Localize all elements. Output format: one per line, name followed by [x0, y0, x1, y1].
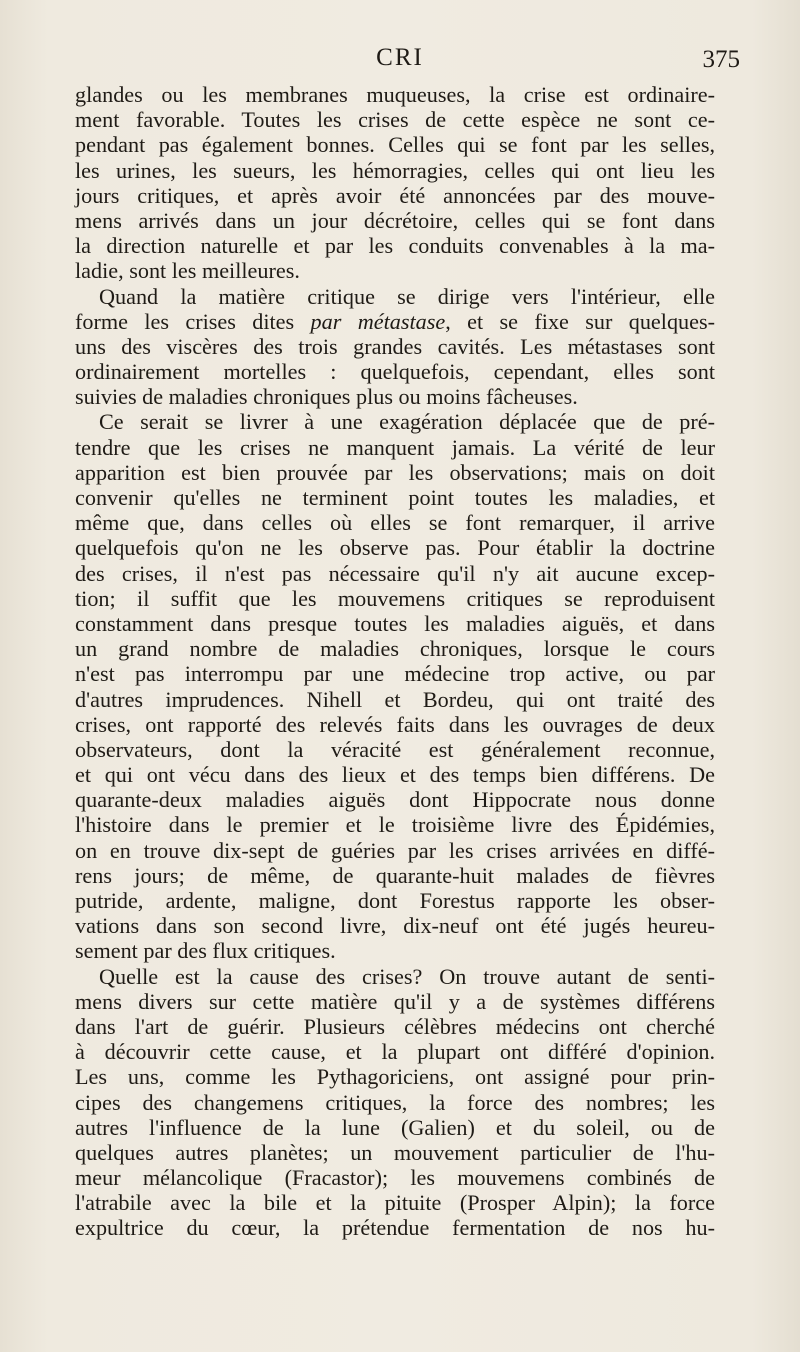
text-line: suivies de maladies chroniques plus ou moins fâcheuses.	[75, 384, 578, 410]
page-header	[0, 44, 800, 80]
text-line: même que, dans celles où elles se font remarquer, il arrive	[75, 510, 715, 536]
text-line: dans l'art de guérir. Plusieurs célèbres médecins ont cherché	[75, 1013, 715, 1039]
text-line: observateurs, dont la véracité est généralement reconnue,	[75, 736, 715, 762]
text-line: n'est pas interrompu par une médecine trop active, ou par	[75, 661, 715, 687]
paragraph-4	[75, 964, 715, 1241]
text-line: l'atrabile avec la bile et la pituite (Prosper Alpin); la force	[75, 1190, 715, 1216]
text-line: uns des viscères des trois grandes cavités. Les métastases sont	[75, 333, 715, 359]
text-line: quarante-deux maladies aiguës dont Hippocrate nous donne	[75, 787, 715, 813]
text-line: Quand la matière critique se dirige vers l'intérieur, elle	[99, 283, 715, 309]
text-segment: forme les crises dites	[75, 308, 311, 334]
text-line: des crises, il n'est pas nécessaire qu'il n'y ait aucune excep-	[75, 560, 715, 586]
text-line: vations dans son second livre, dix-neuf ont été jugés heureu-	[75, 913, 715, 939]
text-line: les urines, les sueurs, les hémorragies, celles qui ont lieu les	[75, 157, 715, 183]
text-line: mens arrivés dans un jour décrétoire, celles qui se font dans	[75, 207, 715, 233]
text-line: rens jours; de même, de quarante-huit malades de fièvres	[75, 862, 715, 888]
text-line: meur mélancolique (Fracastor); les mouvemens combinés de	[75, 1165, 715, 1191]
text-line: putride, ardente, maligne, dont Forestus rapporte les obser-	[75, 888, 715, 913]
text-line: on en trouve dix-sept de guéries par les crises arrivées en diffé-	[75, 837, 715, 863]
italic-term: par métastase	[310, 308, 446, 334]
running-head: CRI	[376, 44, 424, 71]
text-line: tion; il suffit que les mouvemens critiques se reproduisent	[75, 585, 715, 611]
text-line: cipes des changemens critiques, la force des nombres; les	[75, 1089, 715, 1115]
text-line: crises, ont rapporté des relevés faits dans les ouvrages de deux	[75, 711, 715, 737]
text-line: quelquefois qu'on ne les observe pas. Pour établir la doctrine	[75, 535, 715, 561]
text-line: un grand nombre de maladies chroniques, lorsque le cours	[75, 636, 715, 662]
text-line-with-italic	[75, 309, 715, 334]
body-text	[75, 82, 715, 1241]
text-line: constamment dans presque toutes les maladies aiguës, et dans	[75, 610, 715, 636]
text-line: d'autres imprudences. Nihell et Bordeu, qui ont traité des	[75, 686, 715, 712]
text-line: Quelle est la cause des crises? On trouve autant de senti-	[99, 963, 715, 989]
text-line: sement par des flux critiques.	[75, 938, 336, 964]
text-line: ment favorable. Toutes les crises de cette espèce ne sont ce-	[75, 107, 715, 133]
text-line: ordinairement mortelles : quelquefois, cependant, elles sont	[75, 359, 715, 385]
text-line: à découvrir cette cause, et la plupart ont différé d'opinion.	[75, 1039, 715, 1065]
text-line: glandes ou les membranes muqueuses, la crise est ordinaire-	[75, 82, 715, 107]
text-line: l'histoire dans le premier et le troisième livre des Épidémies,	[75, 812, 715, 838]
paragraph-2	[75, 284, 715, 410]
text-line: ladie, sont les meilleures.	[75, 258, 300, 284]
text-line: convenir qu'elles ne terminent point toutes les maladies, et	[75, 485, 715, 510]
paragraph-1	[75, 82, 715, 284]
text-line: Ce serait se livrer à une exagération déplacée que de pré-	[99, 409, 715, 435]
paragraph-3	[75, 409, 715, 963]
text-line: jours critiques, et après avoir été annoncées par des mouve-	[75, 182, 715, 208]
text-line: expultrice du cœur, la prétendue fermentation de nos hu-	[75, 1215, 715, 1241]
text-line: autres l'influence de la lune (Galien) et du soleil, ou de	[75, 1114, 715, 1140]
text-line: apparition est bien prouvée par les observations; mais on doit	[75, 459, 715, 485]
text-line: Les uns, comme les Pythagoriciens, ont assigné pour prin-	[75, 1064, 715, 1090]
text-line: mens divers sur cette matière qu'il y a de systèmes différens	[75, 988, 715, 1014]
text-line: et qui ont vécu dans des lieux et des temps bien différens. De	[75, 762, 715, 788]
page-number: 375	[702, 46, 740, 73]
text-line: la direction naturelle et par les conduits convenables à la ma-	[75, 233, 715, 259]
text-line: tendre que les crises ne manquent jamais. La vérité de leur	[75, 434, 715, 460]
text-line: quelques autres planètes; un mouvement particulier de l'hu-	[75, 1139, 715, 1165]
text-segment: , et se fixe sur quelques-	[445, 308, 715, 334]
text-line: pendant pas également bonnes. Celles qui se font par les selles,	[75, 132, 715, 158]
